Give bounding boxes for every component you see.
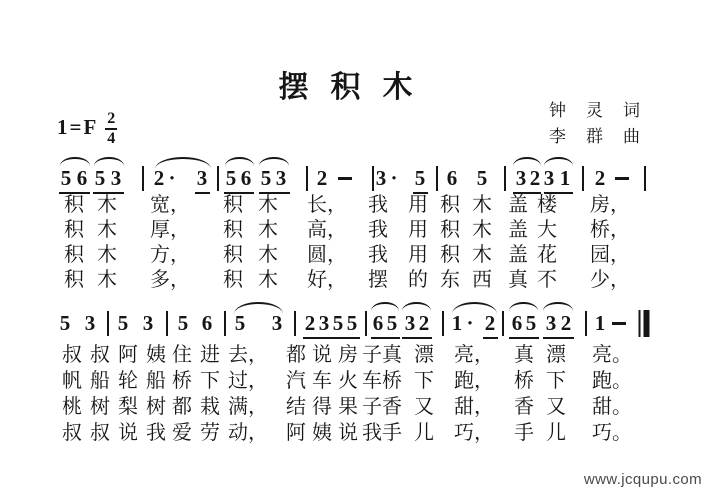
note-digit: 5 xyxy=(525,311,537,335)
duration-dot: · xyxy=(168,166,176,190)
lyric-char: 摆 xyxy=(368,269,388,291)
lyric-char: 我 xyxy=(362,422,382,444)
eighth-underline xyxy=(371,337,400,339)
lyric-char: 房 xyxy=(338,344,358,366)
lyric-char: 漂 xyxy=(414,344,434,366)
note-digit: 3 xyxy=(404,311,416,335)
lyricist-credit: 钟灵词 xyxy=(549,101,660,120)
lyric-char: 用 xyxy=(408,194,428,216)
barline xyxy=(107,311,109,336)
lyric-char: 树 xyxy=(146,396,166,418)
lyric-char: 动， xyxy=(228,422,268,444)
lyric-char: 甜。 xyxy=(592,396,632,418)
barline xyxy=(365,311,367,336)
note-digit: 5 xyxy=(346,311,358,335)
eighth-underline xyxy=(331,337,360,339)
watermark: www.jcqupu.com xyxy=(583,471,702,488)
lyric-char: 西 xyxy=(472,269,492,291)
lyric-char: 木 xyxy=(258,269,278,291)
lyric-char: 果 xyxy=(338,396,358,418)
lyric-char: 的 xyxy=(408,269,428,291)
lyric-char: 去， xyxy=(228,344,268,366)
lyric-char: 盖 xyxy=(508,244,528,266)
note-digit: 5 xyxy=(225,166,237,190)
lyric-char: 得 xyxy=(312,396,332,418)
lyric-char: 木 xyxy=(97,244,117,266)
lyric-char: 亮。 xyxy=(592,344,632,366)
note-digit: 6 xyxy=(76,166,88,190)
slur-arc xyxy=(544,157,573,166)
note-digit: 5 xyxy=(177,311,189,335)
lyric-char: 积 xyxy=(223,244,243,266)
note-digit: 6 xyxy=(511,311,523,335)
note-digit: 2 xyxy=(594,166,606,190)
lyric-char: 用 xyxy=(408,244,428,266)
slur-arc xyxy=(402,302,431,311)
lyric-char: 过， xyxy=(228,370,268,392)
lyric-char: 结 xyxy=(286,396,306,418)
lyric-char: 木 xyxy=(97,269,117,291)
lyric-char: 车 xyxy=(362,370,382,392)
note-digit: 3 xyxy=(275,166,287,190)
lyric-char: 说 xyxy=(338,422,358,444)
lyric-char: 姨 xyxy=(312,422,332,444)
lyric-char: 积 xyxy=(223,194,243,216)
lyric-char: 香 xyxy=(514,396,534,418)
lyric-char: 都 xyxy=(286,344,306,366)
note-digit: 3 xyxy=(515,166,527,190)
lyric-char: 树 xyxy=(90,396,110,418)
note-digit: 5 xyxy=(59,311,71,335)
lyric-char: 下 xyxy=(546,370,566,392)
key-signature: 1=F xyxy=(57,115,99,140)
note-digit: 2 xyxy=(316,166,328,190)
note-digit: 3 xyxy=(84,311,96,335)
lyric-char: 圆， xyxy=(307,244,347,266)
note-digit: 2 xyxy=(484,311,496,335)
lyric-char: 儿 xyxy=(546,422,566,444)
lyric-char: 积 xyxy=(64,244,84,266)
lyric-char: 花 xyxy=(537,244,557,266)
lyric-char: 我 xyxy=(368,219,388,241)
note-digit: 6 xyxy=(201,311,213,335)
barline xyxy=(585,311,587,336)
barline xyxy=(644,166,646,191)
eighth-underline xyxy=(195,192,210,194)
lyric-char: 轮 xyxy=(118,370,138,392)
lyric-char: 阿 xyxy=(118,344,138,366)
barline xyxy=(582,166,584,191)
note-digit: 6 xyxy=(446,166,458,190)
lyric-char: 木 xyxy=(472,194,492,216)
lyric-char: 宽， xyxy=(150,194,190,216)
note-digit: 2 xyxy=(418,311,430,335)
slur-arc xyxy=(259,157,289,166)
duration-dash xyxy=(612,322,626,325)
barline xyxy=(502,311,504,336)
lyric-char: 劳 xyxy=(200,422,220,444)
lyric-char: 爱 xyxy=(172,422,192,444)
lyric-char: 亮， xyxy=(454,344,494,366)
note-digit: 5 xyxy=(386,311,398,335)
lyric-char: 跑， xyxy=(454,370,494,392)
lyric-char: 房， xyxy=(590,194,630,216)
time-denominator: 4 xyxy=(107,129,116,147)
lyric-char: 盖 xyxy=(508,194,528,216)
lyric-char: 儿 xyxy=(414,422,434,444)
lyric-char: 我 xyxy=(368,194,388,216)
note-digit: 2 xyxy=(529,166,541,190)
lyric-char: 又 xyxy=(414,396,434,418)
duration-dash xyxy=(338,177,352,180)
slur-arc xyxy=(225,157,254,166)
slur-arc xyxy=(543,302,573,311)
note-digit: 3 xyxy=(142,311,154,335)
lyric-char: 叔 xyxy=(90,344,110,366)
lyric-char: 下 xyxy=(414,370,434,392)
key-time-signature xyxy=(57,108,117,147)
lyric-char: 姨 xyxy=(146,344,166,366)
note-digit: 5 xyxy=(117,311,129,335)
lyric-char: 帆 xyxy=(62,370,82,392)
duration-dot: · xyxy=(390,166,398,190)
note-digit: 6 xyxy=(372,311,384,335)
lyric-char: 真 xyxy=(514,344,534,366)
barline xyxy=(372,166,374,191)
lyric-char: 甜， xyxy=(454,396,494,418)
note-digit: 1 xyxy=(451,311,463,335)
note-digit: 3 xyxy=(110,166,122,190)
lyric-char: 木 xyxy=(472,219,492,241)
note-digit: 3 xyxy=(543,166,555,190)
lyric-char: 盖 xyxy=(508,219,528,241)
lyric-char: 火 xyxy=(338,370,358,392)
lyric-char: 园， xyxy=(590,244,630,266)
lyric-char: 不 xyxy=(537,269,557,291)
lyric-char: 积 xyxy=(223,269,243,291)
lyric-char: 积 xyxy=(64,194,84,216)
lyric-char: 东 xyxy=(440,269,460,291)
note-digit: 6 xyxy=(240,166,252,190)
note-digit: 5 xyxy=(476,166,488,190)
lyric-char: 真 xyxy=(382,344,402,366)
lyric-char: 木 xyxy=(97,219,117,241)
lyric-char: 手 xyxy=(382,422,402,444)
eighth-underline xyxy=(509,337,539,339)
lyric-char: 巧。 xyxy=(592,422,632,444)
barline xyxy=(442,311,444,336)
lyric-char: 少， xyxy=(590,269,630,291)
lyric-char: 高， xyxy=(307,219,347,241)
lyric-char: 真 xyxy=(508,269,528,291)
lyric-char: 桥 xyxy=(514,370,534,392)
lyric-char: 大 xyxy=(537,219,557,241)
barline xyxy=(166,311,168,336)
lyric-char: 长， xyxy=(307,194,347,216)
lyric-char: 又 xyxy=(546,396,566,418)
time-numerator: 2 xyxy=(105,110,117,130)
lyric-char: 楼 xyxy=(537,194,557,216)
time-signature xyxy=(105,110,117,147)
lyric-char: 船 xyxy=(90,370,110,392)
lyric-char: 住 xyxy=(172,344,192,366)
eighth-underline xyxy=(543,337,574,339)
final-barline xyxy=(639,310,650,337)
note-digit: 3 xyxy=(196,166,208,190)
lyric-char: 积 xyxy=(440,219,460,241)
barline xyxy=(142,166,144,191)
slur-arc xyxy=(94,157,124,166)
lyric-char: 木 xyxy=(258,194,278,216)
lyric-char: 积 xyxy=(64,269,84,291)
lyric-char: 跑。 xyxy=(592,370,632,392)
lyric-char: 积 xyxy=(223,219,243,241)
note-digit: 3 xyxy=(318,311,330,335)
duration-dot: · xyxy=(466,311,474,335)
credits xyxy=(549,98,660,150)
eighth-underline xyxy=(483,337,498,339)
lyric-char: 船 xyxy=(146,370,166,392)
lyric-char: 积 xyxy=(64,219,84,241)
song-title: 摆积木 xyxy=(278,71,435,104)
note-digit: 5 xyxy=(94,166,106,190)
lyric-char: 我 xyxy=(368,244,388,266)
lyric-char: 满， xyxy=(228,396,268,418)
lyric-char: 叔 xyxy=(62,344,82,366)
slur-arc xyxy=(513,157,541,166)
note-digit: 2 xyxy=(304,311,316,335)
duration-dash xyxy=(615,177,629,180)
lyric-char: 香 xyxy=(382,396,402,418)
lyric-char: 手 xyxy=(514,422,534,444)
barline xyxy=(294,311,296,336)
note-digit: 2 xyxy=(153,166,165,190)
note-digit: 5 xyxy=(60,166,72,190)
eighth-underline xyxy=(303,337,331,339)
lyric-char: 桃 xyxy=(62,396,82,418)
lyric-char: 用 xyxy=(408,219,428,241)
eighth-underline xyxy=(402,337,432,339)
composer-credit: 李群曲 xyxy=(549,127,660,146)
lyric-char: 子 xyxy=(362,344,382,366)
note-digit: 1 xyxy=(559,166,571,190)
note-digit: 1 xyxy=(594,311,606,335)
lyric-char: 桥， xyxy=(590,219,630,241)
slur-arc xyxy=(60,157,90,166)
lyric-char: 木 xyxy=(97,194,117,216)
lyric-char: 木 xyxy=(472,244,492,266)
note-digit: 3 xyxy=(375,166,387,190)
lyric-char: 积 xyxy=(440,194,460,216)
barline xyxy=(436,166,438,191)
barline xyxy=(504,166,506,191)
barline xyxy=(217,166,219,191)
note-digit: 3 xyxy=(271,311,283,335)
lyric-char: 方， xyxy=(150,244,190,266)
lyric-char: 多， xyxy=(150,269,190,291)
lyric-char: 木 xyxy=(258,244,278,266)
music-system-1 xyxy=(0,155,713,300)
note-digit: 5 xyxy=(260,166,272,190)
lyric-char: 汽 xyxy=(286,370,306,392)
slur-arc xyxy=(371,302,399,311)
note-digit: 3 xyxy=(545,311,557,335)
lyric-char: 漂 xyxy=(546,344,566,366)
lyric-char: 叔 xyxy=(62,422,82,444)
lyric-char: 说 xyxy=(118,422,138,444)
barline xyxy=(306,166,308,191)
lyric-char: 说 xyxy=(312,344,332,366)
lyric-char: 进 xyxy=(200,344,220,366)
note-digit: 5 xyxy=(414,166,426,190)
lyric-char: 叔 xyxy=(90,422,110,444)
lyric-char: 我 xyxy=(146,422,166,444)
lyric-char: 车 xyxy=(312,370,332,392)
note-digit: 2 xyxy=(560,311,572,335)
slur-arc xyxy=(509,302,538,311)
barline xyxy=(224,311,226,336)
lyric-char: 桥 xyxy=(172,370,192,392)
lyric-char: 桥 xyxy=(382,370,402,392)
lyric-char: 阿 xyxy=(286,422,306,444)
music-system-2 xyxy=(0,300,713,445)
note-digit: 5 xyxy=(332,311,344,335)
lyric-char: 好， xyxy=(307,269,347,291)
lyric-char: 厚， xyxy=(150,219,190,241)
lyric-char: 巧， xyxy=(454,422,494,444)
note-digit: 5 xyxy=(234,311,246,335)
lyric-char: 木 xyxy=(258,219,278,241)
lyric-char: 积 xyxy=(440,244,460,266)
lyric-char: 子 xyxy=(362,396,382,418)
lyric-char: 下 xyxy=(200,370,220,392)
lyric-char: 栽 xyxy=(200,396,220,418)
lyric-char: 梨 xyxy=(118,396,138,418)
lyric-char: 都 xyxy=(172,396,192,418)
